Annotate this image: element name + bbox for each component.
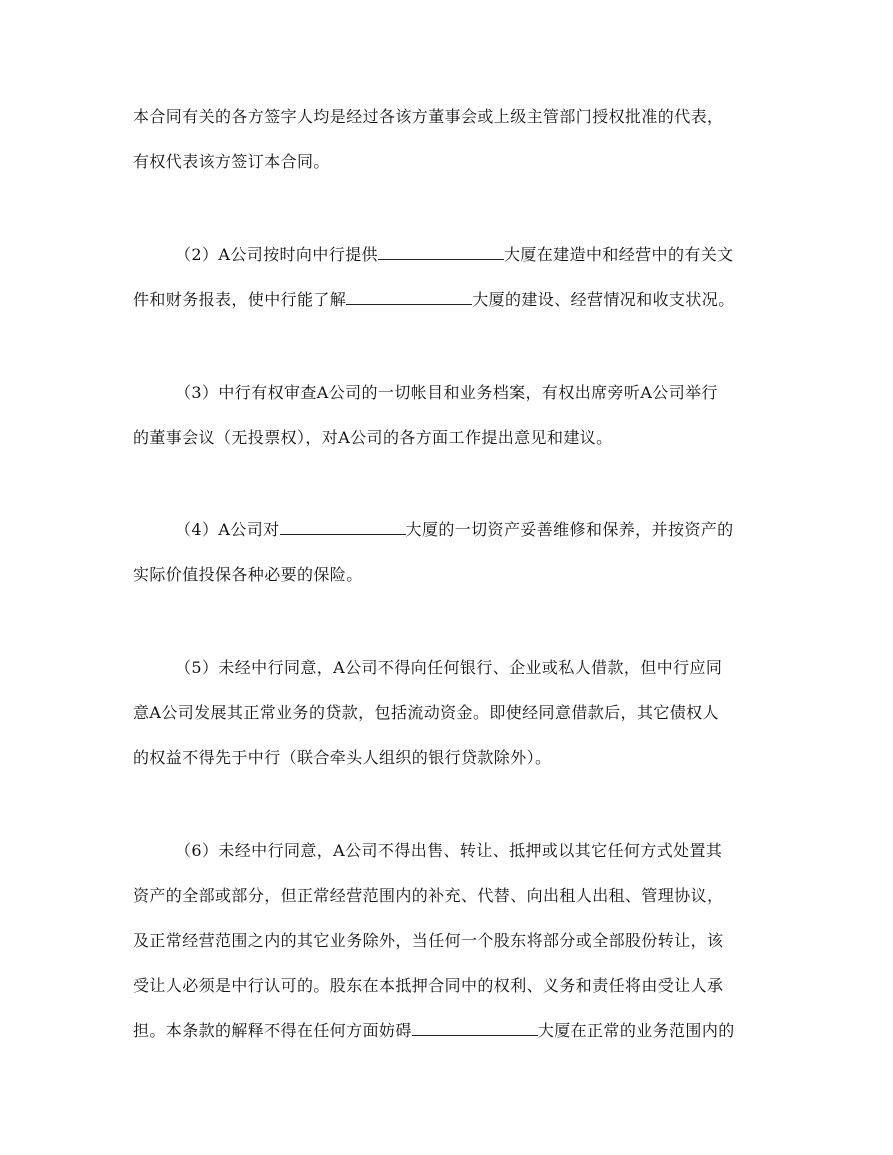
line-text: 实际价值投保各种必要的保险。 xyxy=(133,565,363,584)
line-text: 大厦的建设、经营情况和收支状况。 xyxy=(472,290,735,309)
text-line xyxy=(133,565,773,585)
line-text: 及正常经营范围之内的其它业务除外，当任何一个股东将部分或全部股份转让，该 xyxy=(133,931,724,950)
line-text: 有权代表该方签订本合同。 xyxy=(133,152,330,171)
text-line xyxy=(133,976,773,996)
line-text: （6）未经中行同意，A公司不得出售、转让、抵押或以其它任何方式处置其 xyxy=(175,841,723,860)
line-text: 大厦在正常的业务范围内的 xyxy=(537,1021,735,1040)
text-line xyxy=(133,107,773,127)
text-line xyxy=(175,520,773,540)
fill-in-blank xyxy=(346,290,472,305)
text-line xyxy=(133,152,773,172)
text-line xyxy=(133,703,773,723)
line-text: 受让人必须是中行认可的。股东在本抵押合同中的权利、义务和责任将由受让人承 xyxy=(133,976,724,995)
line-text: （5）未经中行同意，A公司不得向任何银行、企业或私人借款，但中行应同 xyxy=(175,658,723,677)
line-text: 资产的全部或部分，但正常经营范围内的补充、代替、向出租人出租、管理协议， xyxy=(133,886,724,905)
line-text: 的董事会议（无投票权），对A公司的各方面工作提出意见和建议。 xyxy=(133,428,613,447)
text-line xyxy=(133,1021,773,1041)
line-text: 本合同有关的各方签字人均是经过各该方董事会或上级主管部门授权批准的代表， xyxy=(133,107,724,126)
text-line xyxy=(133,886,773,906)
line-text: 意A公司发展其正常业务的贷款，包括流动资金。即使经同意借款后，其它债权人 xyxy=(133,703,719,722)
text-line xyxy=(133,428,773,448)
text-line xyxy=(133,290,773,310)
text-line xyxy=(133,748,773,768)
text-line xyxy=(175,658,773,678)
line-text: （3）中行有权审查A公司的一切帐目和业务档案，有权出席旁听A公司举行 xyxy=(175,383,718,402)
fill-in-blank xyxy=(378,245,504,260)
text-line xyxy=(175,383,773,403)
line-text: 担。本条款的解释不得在任何方面妨碍 xyxy=(133,1021,412,1040)
text-line xyxy=(175,841,773,861)
line-text: 件和财务报表，使中行能了解 xyxy=(133,290,347,309)
text-line xyxy=(175,245,773,265)
line-text: 大厦的一切资产妥善维修和保养，并按资产的 xyxy=(405,520,734,539)
line-text: 的权益不得先于中行（联合牵头人组织的银行贷款除外）。 xyxy=(133,748,552,767)
text-line xyxy=(133,931,773,951)
fill-in-blank xyxy=(280,520,406,535)
line-text: （4）A公司对 xyxy=(175,520,280,539)
line-text: （2）A公司按时向中行提供 xyxy=(175,245,378,264)
line-text: 大厦在建造中和经营中的有关文 xyxy=(503,245,734,264)
fill-in-blank xyxy=(412,1021,538,1036)
